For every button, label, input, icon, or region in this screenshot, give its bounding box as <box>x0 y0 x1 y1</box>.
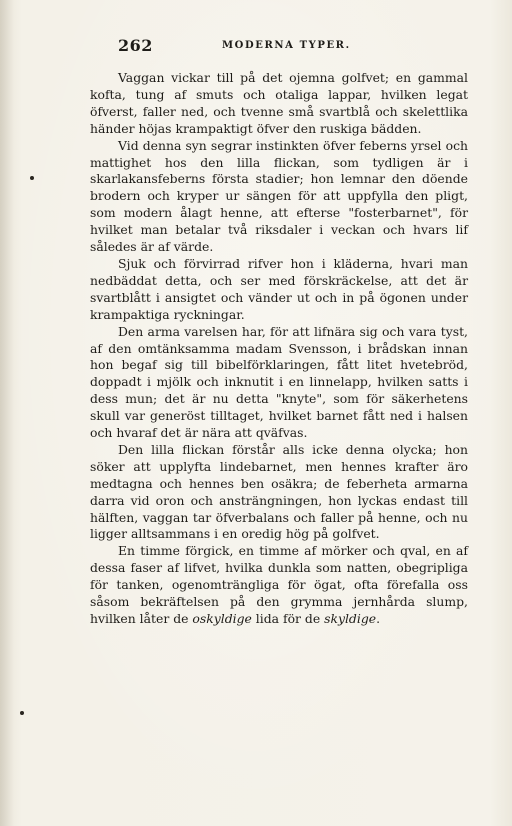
paragraph-3: Sjuk och förvirrad rifver hon i kläderna, hvari man nedbäddat detta, och ser med förskräckelse, att det är svartblått i ansigtet och vänder ut och in på ögonen under krampaktiga ryckningar. <box>90 255 468 322</box>
paragraph-2: Vid denna syn segrar instinkten öfver feberns yrsel och mattighet hos den lilla flickan, som tydligen är i skarlakansfeberns första stadier; hon lemnar den döende brodern och kryper ur sängen för att uppfylla den pligt, som modern ålagt henne, att efterse "fosterbarnet", för hvilket man betalar två riksdaler i veckan och hvars lif således är af värde. <box>90 137 468 255</box>
ink-speck <box>30 176 34 180</box>
paragraph-4: Den arma varelsen har, för att lifnära sig och vara tyst, af den omtänksamma madam Svensson, i brådskan innan hon begaf sig till bibelförklaringen, fått litet hvetebröd, doppadt i mjölk och inknutit i en linnelapp, hvilken satts i dess mun; det är nu detta "knyte", som för säkerhetens skull var generöst tilltaget, hvilket barnet fått ned i halsen och hvaraf det är nära att qväfvas. <box>90 323 468 441</box>
paragraph-6-end: . <box>376 611 381 626</box>
paragraph-5: Den lilla flickan förstår alls icke denna olycka; hon söker att upplyfta lindebarnet, men hennes krafter äro medtagna och hennes ben osäkra; de feberheta armarna darra vid oron och ansträngningen, hon lyckas endast till hälften, vaggan tar öfverbalans och faller på henne, och nu ligger alltsammans i en oredig hög på golfvet. <box>90 441 468 542</box>
paragraph-1: Vaggan vickar till på det ojemna golfvet; en gammal kofta, tung af smuts och otaliga lappar, hvilken legat öfverst, faller ned, och tvenne små svartblå och skelettlika händer höjas krampaktigt öfver den ruskiga bädden. <box>90 70 468 136</box>
body-text <box>90 70 468 628</box>
page-binding-shadow <box>0 0 14 826</box>
paragraph-6-emphasis-guilty: skyldige <box>324 611 377 626</box>
ink-speck <box>20 711 24 715</box>
paragraph-6-tail: lida för de <box>251 611 325 626</box>
paragraph-6-text: En timme förgick, en timme af mörker och qval, en af dessa faser af lifvet, hvilka dunkla som natten, obegripliga för tanken, ogenomträngliga för ögat, ofta förefalla oss såsom bekräftelsen på den grymma jernhårda slump, hvilken låter de <box>90 543 468 626</box>
page-header <box>84 36 464 58</box>
page-number: 262 <box>118 36 153 55</box>
paragraph-6 <box>90 543 468 628</box>
running-title: MODERNA TYPER. <box>222 40 351 51</box>
paragraph-6-emphasis-innocent: oskyldige <box>192 611 252 626</box>
